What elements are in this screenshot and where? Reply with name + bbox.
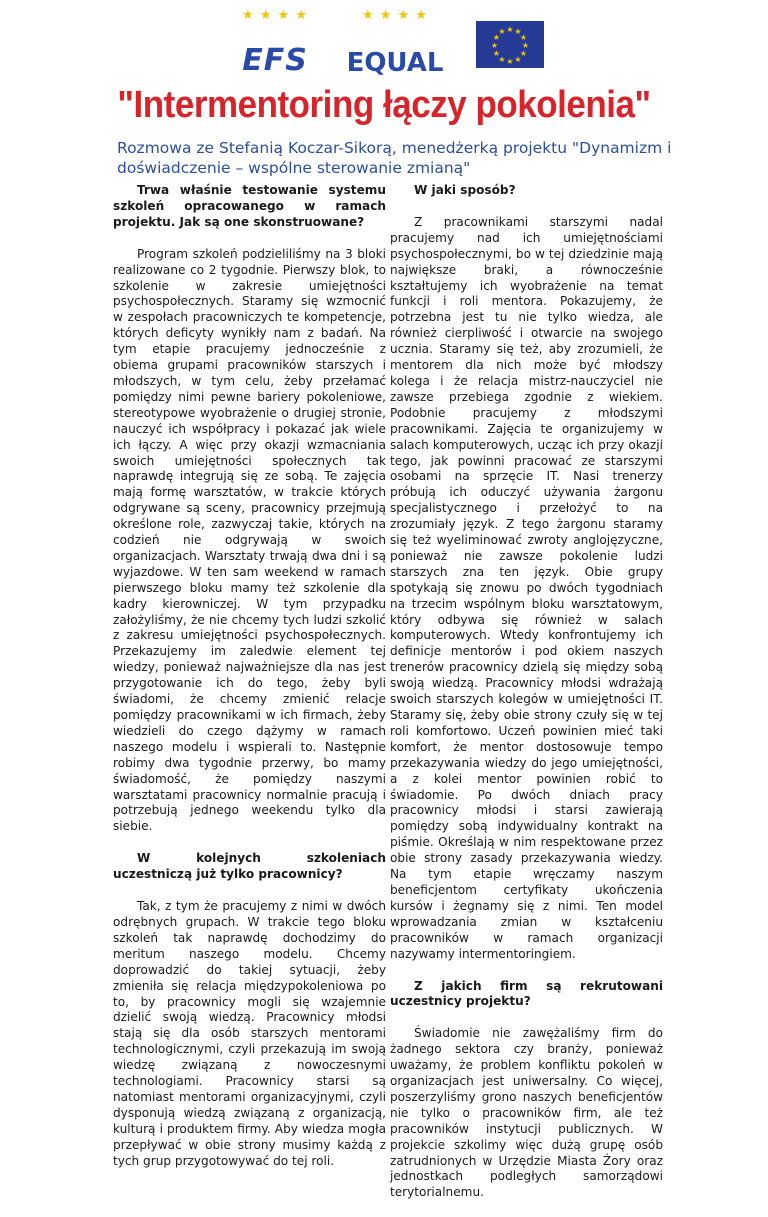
- answer: Tak, z tym że pracujemy z nimi w dwóch odrębnych grupach. W trakcie tego bloku szkoleń tak naprawdę dochodzimy do meritum naszego modelu. Chcemy doprowadzić do takiej sytuacji, żeby zmieniła się relacja międzypokoleniowa po to, by pracownicy mogli się wzajemnie dzielić swoją wiedzą. Pracownicy młodsi stają się dla osób starszych mentorami technologicznymi, czyli przekazują im swoją wiedzę związaną z nowoczesnymi technologiami. Pracownicy starsi są natomiast mentorami organizacyjnymi, czyli dysponują wiedzą związaną z organizacją, kulturą i produktem firmy. Aby wiedza mogła przepływać w obie strony musimy każdą z tych grup przygotowywać do tej roli.: [113, 899, 386, 1168]
- svg-text:★: ★: [492, 33, 501, 42]
- efs-logo: [225, 8, 325, 80]
- svg-text:★: ★: [514, 27, 522, 36]
- svg-text:★: ★: [506, 57, 514, 66]
- svg-text:★: ★: [514, 55, 522, 64]
- equal-logo-text: EQUAL: [346, 48, 444, 78]
- right-column: [390, 183, 663, 1217]
- efs-logo-text: EFS: [242, 43, 308, 78]
- equal-stars: ★ ★ ★ ★: [361, 8, 428, 23]
- efs-stars: ★ ★ ★ ★: [241, 8, 308, 23]
- svg-text:★: ★: [490, 41, 499, 50]
- answer: Z pracownikami starszymi nadal pracujemy nad ich umiejętnościami psychospołecznymi, bo w tej dziedzinie mają największe braki, a równocześnie kształtujemy ich wyobrażenie na temat funkcji i roli mentora. Pokazujemy, że potrzebna jest tu nie tylko wiedza, ale również cierpliwość i otwarcie na swojego ucznia. Staramy się też, aby zrozumieli, że mentorem dla nich może być młodszy kolega i że relacja mistrz-nauczyciel nie zawsze przebiega zgodnie z wiekiem. Podobnie pracujemy z młodszymi pracownikami. Zajęcia te organizujemy w salach komputerowych, ucząc ich przy okazji tego, jak powinni pracować ze starszymi osobami na sprzęcie IT. Nasi trenerzy próbują ich oduczyć używania żargonu specjalistycznego i przełożyć to na zrozumiały język. Z tego żargonu staramy się też wyeliminować zwroty anglojęzyczne, ponieważ nie zawsze pokolenie ludzi starszych zna ten język. Obie grupy spotykają się znowu po dwóch tygodniach na trzecim wspólnym bloku warsztatowym, który odbywa się również w salach komputerowych. Wtedy konfrontujemy ich definicje mentorów i pod okiem naszych trenerów pracownicy dzielą się między sobą swoją wiedzą. Pracownicy młodsi wdrażają swoich starszych kolegów w umiejętności IT. Staramy się, żeby obie strony czuły się w tej roli komfortowo. Uczeń powinien mieć taki komfort, że mentor dostosowuje tempo przekazywania wiedzy do jego umiejętności, a z kolei mentor powinien robić to świadomie. Po dwóch dniach pracy pracownicy młodsi i starsi zawierają pomiędzy sobą indywidualny kontrakt na piśmie. Określają w nim respektowane przez obie strony zasady przekazywania wiedzy. Na tym etapie wręczamy naszym beneficjentom certyfikaty ukończenia kursów i żegnamy się z nimi. Ten model wprowadzania zmian w kształceniu pracowników w ramach organizacji nazywamy intermentoringiem.: [390, 214, 663, 961]
- answer: Program szkoleń podzieliliśmy na 3 bloki realizowane co 2 tygodnie. Pierwszy blok, to szkolenie w zakresie umiejętności psychospołecznych. Staramy się wzmocnić w zespołach pracowniczych te kompetencje, których deficyty wynikły nam z badań. Na tym etapie pracujemy jednocześnie z obiema grupami pracowników starszych i młodszych, w tym celu, żeby przełamać pomiędzy nimi pewne bariery pokoleniowe, stereotypowe wyobrażenie o drugiej stronie, nauczyć ich współpracy i pokazać jak wiele ich łączy. A więc przy okazji wzmacniania swoich umiejętności społecznych tak naprawdę integrują się ze sobą. Te zajęcia mają formę warsztatów, w trakcie których odgrywane są sceny, pracownicy przejmują określone role, zazwyczaj takie, których na codzień nie odgrywają w swoich organizacjach. Warsztaty trwają dwa dni i są wyjazdowe. W ten sam weekend w ramach pierwszego bloku mamy też szkolenie dla kadry kierowniczej. W tym przypadku założyliśmy, że nie chcemy tych ludzi szkolić z zakresu umiejętności psychospołecznych. Przekazujemy im zaledwie element tej wiedzy, ponieważ najważniejsze dla nas jest przygotowanie ich do tego, żeby byli świadomi, że chcemy zmienić relacje pomiędzy pracownikami w ich firmach, żeby wiedzieli do czego dążymy w ramach naszego modelu i wspierali to. Następnie robimy dwa tygodnie przerwy, bo mamy świadomość, że pomiędzy naszymi warsztatami pracownicy normalnie pracują i potrzebują jednego weekendu tylko dla siebie.: [113, 246, 386, 834]
- question: Trwa właśnie testowanie systemu szkoleń opracowanego w ramach projektu. Jak są one skonstruowane?: [113, 183, 386, 229]
- logo-bar: [0, 8, 768, 80]
- svg-text:★: ★: [506, 25, 514, 34]
- svg-text:★: ★: [498, 55, 506, 64]
- question: Z jakich firm są rekrutowani uczestnicy projektu?: [390, 978, 663, 1009]
- svg-text:★: ★: [521, 41, 530, 50]
- answer: Świadomie nie zawężaliśmy firm do żadnego sektora czy branży, ponieważ uważamy, że problem konfliktu pokoleń w organizacjach jest uniwersalny. Co więcej, poszerzyliśmy grono naszych beneficjentów nie tylko o pracowników firm, ale też pracowników instytucji publicznych. W projekcie szkolimy więc dużą grupę osób zatrudnionych w Urzędzie Miasta Żory oraz jednostkach podległych samorządowi terytorialnemu.: [390, 1026, 663, 1200]
- svg-text:★: ★: [519, 33, 528, 42]
- svg-text:★: ★: [498, 27, 506, 36]
- subtitle: Rozmowa ze Stefanią Koczar-Sikorą, menedżerką projektu "Dynamizm i doświadczenie – wspólne sterowanie zmianą": [117, 139, 672, 177]
- svg-text:★: ★: [492, 49, 501, 58]
- left-column: [113, 183, 386, 1185]
- question: W jaki sposób?: [414, 183, 516, 197]
- svg-text:★: ★: [519, 49, 528, 58]
- equal-logo: [340, 8, 450, 80]
- eu-stars-icon: [476, 21, 544, 68]
- page-title: "Intermentoring łączy pokolenia": [117, 84, 651, 126]
- question: W kolejnych szkoleniach uczestniczą już tylko pracownicy?: [113, 851, 386, 882]
- eu-flag-icon: [476, 21, 544, 68]
